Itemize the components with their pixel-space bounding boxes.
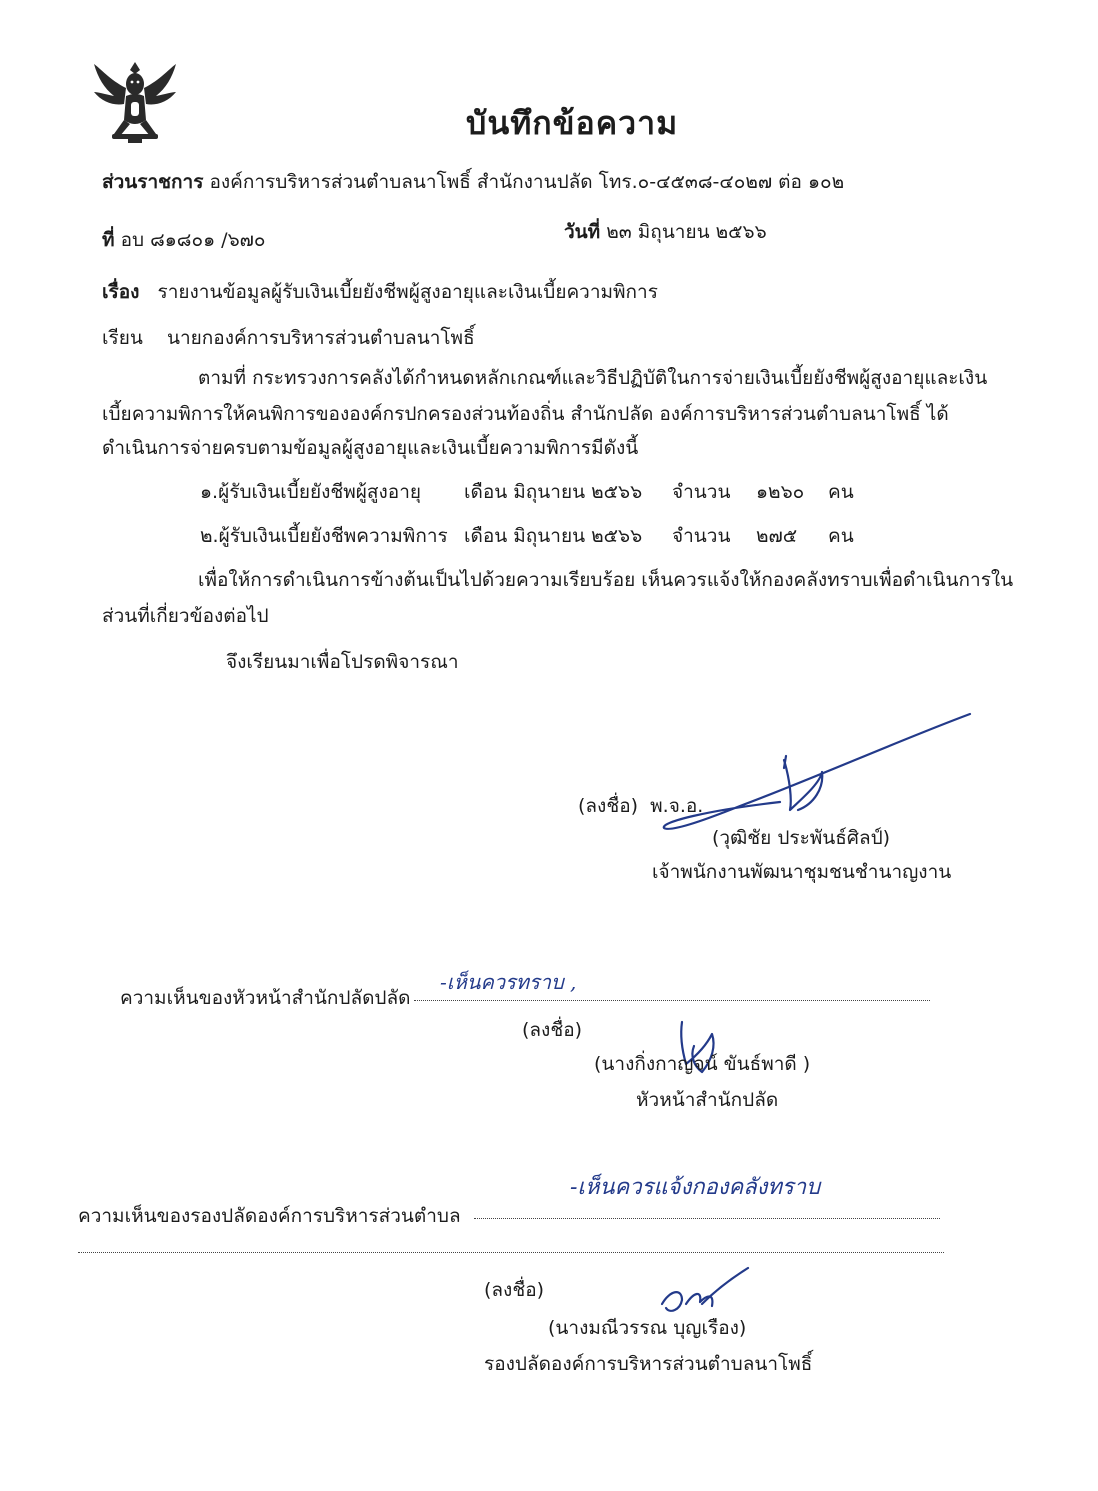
ref-label: ที่ bbox=[102, 229, 115, 251]
garuda-emblem-icon bbox=[90, 58, 180, 144]
item-1-amount: ๑๒๖๐ bbox=[756, 481, 805, 503]
signature-1-label: (ลงชื่อ) bbox=[578, 795, 639, 817]
date-label: วันที่ bbox=[564, 221, 601, 243]
closing-text: จึงเรียนมาเพื่อโปรดพิจารณา bbox=[226, 651, 459, 673]
opinion-2-signature-scribble bbox=[656, 1264, 752, 1324]
signature-1-line bbox=[578, 794, 703, 818]
para1-line3: ดำเนินการจ่ายครบตามข้อมูลผู้สูงอายุและเงินเบี้ยความพิการมีดังนี้ bbox=[102, 437, 639, 459]
to-line bbox=[102, 326, 475, 350]
item-1-unit: คน bbox=[828, 481, 854, 503]
signature-1-prefix: พ.จ.อ. bbox=[650, 795, 704, 817]
date-value: ๒๓ มิถุนายน ๒๕๖๖ bbox=[606, 221, 767, 243]
opinion-2-dotted-line-2 bbox=[78, 1252, 944, 1253]
item-1-amount-label: จำนวน bbox=[672, 481, 731, 503]
item-2-unit: คน bbox=[828, 525, 854, 547]
to-value: นายกองค์การบริหารส่วนตำบลนาโพธิ์ bbox=[167, 327, 475, 349]
opinion-2-position: รองปลัดองค์การบริหารส่วนตำบลนาโพธิ์ bbox=[484, 1353, 813, 1375]
agency-line bbox=[102, 170, 844, 194]
opinion-1-dotted-line bbox=[414, 1000, 930, 1001]
ref-line bbox=[102, 228, 266, 252]
subject-label: เรื่อง bbox=[102, 281, 140, 303]
opinion-1-handwritten: -เห็นควรทราบ , bbox=[440, 970, 577, 994]
ref-value: อบ ๘๑๘๐๑ /๖๗๐ bbox=[120, 229, 266, 251]
item-2-label: ๒.ผู้รับเงินเบี้ยยังชีพความพิการ bbox=[200, 525, 448, 547]
item-2-amount: ๒๗๕ bbox=[756, 525, 798, 547]
opinion-1-position: หัวหน้าสำนักปลัด bbox=[636, 1089, 779, 1111]
date-line bbox=[564, 220, 767, 244]
opinion-2-name: (นางมณีวรรณ บุญเรือง) bbox=[548, 1317, 747, 1339]
opinion-2-label: ความเห็นของรองปลัดองค์การบริหารส่วนตำบล bbox=[78, 1205, 461, 1227]
opinion-1-sign-label: (ลงชื่อ) bbox=[522, 1019, 583, 1041]
agency-label: ส่วนราชการ bbox=[102, 171, 204, 193]
item-1-label: ๑.ผู้รับเงินเบี้ยยังชีพผู้สูงอายุ bbox=[200, 481, 421, 503]
signature-1-name: (วุฒิชัย ประพันธ์ศิลป์) bbox=[712, 827, 891, 849]
signature-1-position: เจ้าพนักงานพัฒนาชุมชนชำนาญงาน bbox=[652, 861, 952, 883]
opinion-2-handwritten: -เห็นควรแจ้งกองคลังทราบ bbox=[570, 1175, 821, 1200]
agency-value: องค์การบริหารส่วนตำบลนาโพธิ์ สำนักงานปลัด โทร.๐-๔๕๓๘-๔๐๒๗ ต่อ ๑๐๒ bbox=[209, 171, 845, 193]
opinion-1-name: (นางกิ่งกาญจน์ ขันธ์พาดี ) bbox=[594, 1053, 811, 1075]
memo-title: บันทึกข้อความ bbox=[466, 104, 679, 142]
opinion-2-dotted-line bbox=[474, 1218, 940, 1219]
subject-value: รายงานข้อมูลผู้รับเงินเบี้ยยังชีพผู้สูงอายุและเงินเบี้ยความพิการ bbox=[157, 281, 658, 303]
opinion-1-label: ความเห็นของหัวหน้าสำนักปลัดปลัด bbox=[120, 987, 411, 1009]
para1-line1: ตามที่ กระทรวงการคลังได้กำหนดหลักเกณฑ์และวิธีปฏิบัติในการจ่ายเงินเบี้ยยังชีพผู้สูงอายุและเงิน bbox=[198, 367, 988, 389]
para2-line1: เพื่อให้การดำเนินการข้างต้นเป็นไปด้วยความเรียบร้อย เห็นควรแจ้งให้กองคลังทราบเพื่อดำเนินการใน bbox=[198, 569, 1014, 591]
subject-line bbox=[102, 280, 658, 304]
opinion-2-sign-label: (ลงชื่อ) bbox=[484, 1279, 545, 1301]
to-label: เรียน bbox=[102, 327, 143, 349]
para1-line2: เบี้ยความพิการให้คนพิการขององค์กรปกครองส่วนท้องถิ่น สำนักปลัด องค์การบริหารส่วนตำบลนาโพธิ์ ได้ bbox=[102, 403, 949, 425]
item-2-month: เดือน มิถุนายน ๒๕๖๖ bbox=[464, 525, 643, 547]
para2-line2: ส่วนที่เกี่ยวข้องต่อไป bbox=[102, 605, 269, 627]
item-2-amount-label: จำนวน bbox=[672, 525, 731, 547]
item-1-month: เดือน มิถุนายน ๒๕๖๖ bbox=[464, 481, 643, 503]
